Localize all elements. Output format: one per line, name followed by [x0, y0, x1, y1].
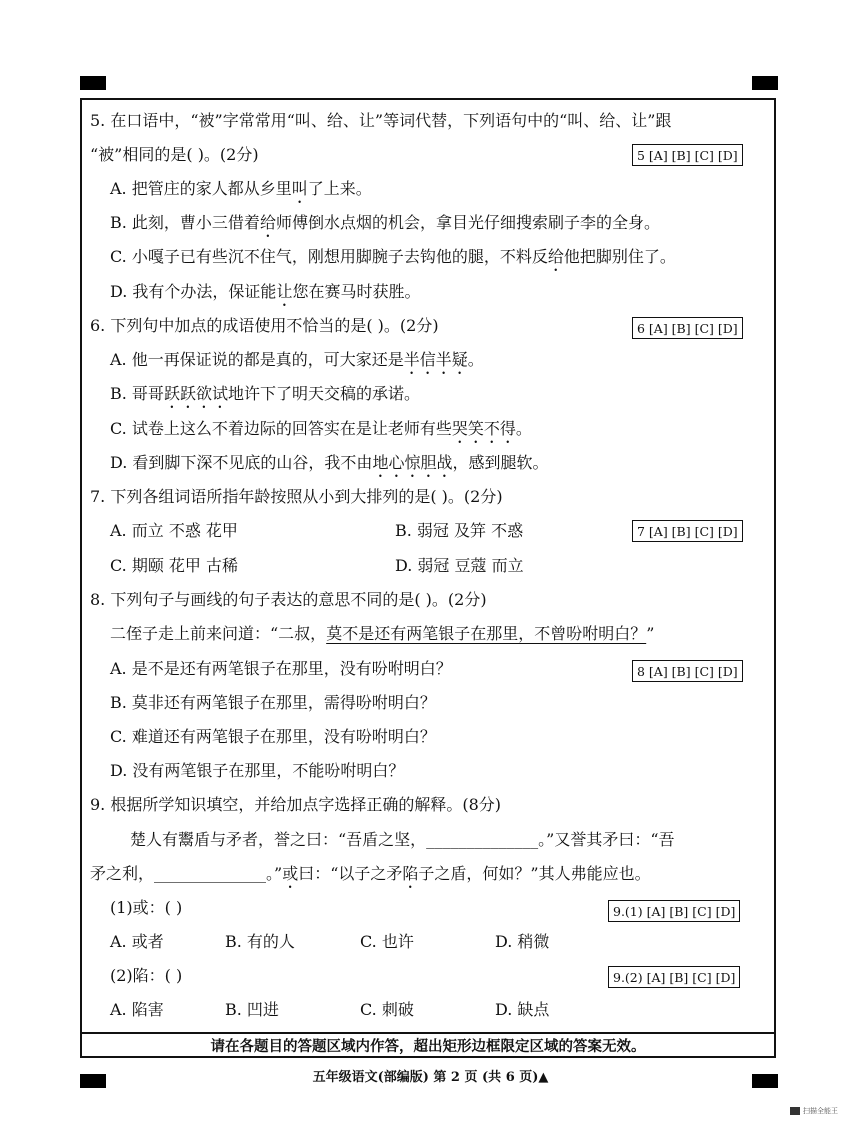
q6-option-b[interactable]: B. 哥哥跃跃欲试地许下了明天交稿的承诺。 [110, 384, 420, 403]
q9-sub2-answer-box[interactable]: 9.(2) [A] [B] [C] [D] [608, 966, 740, 988]
q9-sub2-option-b[interactable]: B. 凹进 [225, 1000, 279, 1019]
q9-sub1-option-d[interactable]: D. 稍微 [495, 932, 550, 951]
q8-option-d[interactable]: D. 没有两笔银子在那里，不能吩咐明白？ [110, 761, 405, 780]
q9-sub1-option-a[interactable]: A. 或者 [110, 932, 164, 951]
q5-option-a[interactable]: A. 把管庄的家人都从乡里叫了上来。 [110, 179, 372, 198]
q6-option-d[interactable]: D. 看到脚下深不见底的山谷，我不由地心惊胆战，感到腿软。 [110, 453, 549, 472]
q7-option-b[interactable]: B. 弱冠 及笄 不惑 [395, 521, 524, 540]
scanner-watermark: 扫描全能王 [790, 1106, 838, 1116]
q9-sub2-option-a[interactable]: A. 陷害 [110, 1000, 164, 1019]
q5-option-b[interactable]: B. 此刻，曹小三借着给师傅倒水点烟的机会，拿目光仔细搜索刷子李的全身。 [110, 213, 660, 232]
page-footer: 五年级语文(部编版) 第 2 页 (共 6 页)▲ [312, 1070, 549, 1085]
q9-passage-line-1: 楚人有鬻盾与矛者，誉之曰：“吾盾之坚，______________。”又誉其矛曰：“吾 [130, 830, 675, 849]
q9-sub2-prompt: (2)陷：( ) [110, 966, 183, 985]
q8-quote: 二侄子走上前来问道：“二叔，莫不是还有两笔银子在那里，不曾吩咐明白？” [110, 624, 655, 643]
q5-option-c[interactable]: C. 小嘎子已有些沉不住气，刚想用脚腕子去钩他的腿，不料反给他把脚别住了。 [110, 247, 676, 266]
q5-answer-box[interactable]: 5 [A] [B] [C] [D] [632, 144, 743, 166]
q6-option-c[interactable]: C. 试卷上这么不着边际的回答实在是让老师有些哭笑不得。 [110, 419, 532, 438]
q8-answer-box[interactable]: 8 [A] [B] [C] [D] [632, 660, 743, 682]
q9-stem: 9. 根据所学知识填空，并给加点字选择正确的解释。(8分) [90, 795, 502, 814]
q7-answer-box[interactable]: 7 [A] [B] [C] [D] [632, 520, 743, 542]
q9-sub1-prompt: (1)或：( ) [110, 898, 183, 917]
q8-stem: 8. 下列句子与画线的句子表达的意思不同的是( )。(2分) [90, 590, 487, 609]
q7-option-c[interactable]: C. 期颐 花甲 古稀 [110, 556, 239, 575]
q9-sub1-option-b[interactable]: B. 有的人 [225, 932, 295, 951]
q9-passage-line-2: 矛之利，______________。”或曰：“以子之矛陷子之盾，何如？”其人弗能应也。 [90, 864, 651, 883]
q5-stem-line-1: 5. 在口语中，“被”字常常用“叫、给、让”等词代替，下列语句中的“叫、给、让”跟 [90, 111, 672, 130]
q9-sub1-answer-box[interactable]: 9.(1) [A] [B] [C] [D] [608, 900, 740, 922]
q8-underlined-sentence: 莫不是还有两笔银子在那里，不曾吩咐明白？ [326, 624, 647, 643]
q6-option-a[interactable]: A. 他一再保证说的都是真的，可大家还是半信半疑。 [110, 350, 484, 369]
q6-stem: 6. 下列句中加点的成语使用不恰当的是( )。(2分) [90, 316, 439, 335]
q9-sub2-option-c[interactable]: C. 刺破 [360, 1000, 414, 1019]
q8-option-b[interactable]: B. 莫非还有两笔银子在那里，需得吩咐明白？ [110, 693, 436, 712]
q7-stem: 7. 下列各组词语所指年龄按照从小到大排列的是( )。(2分) [90, 487, 503, 506]
q5-stem-line-2: “被”相同的是( )。(2分) [90, 145, 259, 164]
q6-answer-box[interactable]: 6 [A] [B] [C] [D] [632, 317, 743, 339]
q8-option-c[interactable]: C. 难道还有两笔银子在那里，没有吩咐明白？ [110, 727, 436, 746]
answer-region-notice: 请在各题目的答题区域内作答，超出矩形边框限定区域的答案无效。 [82, 1032, 774, 1060]
scanner-logo-icon [790, 1107, 800, 1115]
corner-marker-top-right [752, 76, 778, 90]
q8-option-a[interactable]: A. 是不是还有两笔银子在那里，没有吩咐明白？ [110, 659, 452, 678]
q7-option-a[interactable]: A. 而立 不惑 花甲 [110, 521, 238, 540]
q5-option-d[interactable]: D. 我有个办法，保证能让您在赛马时获胜。 [110, 282, 421, 301]
q9-sub2-option-d[interactable]: D. 缺点 [495, 1000, 550, 1019]
corner-marker-top-left [80, 76, 106, 90]
q9-sub1-option-c[interactable]: C. 也许 [360, 932, 414, 951]
q7-option-d[interactable]: D. 弱冠 豆蔻 而立 [395, 556, 524, 575]
